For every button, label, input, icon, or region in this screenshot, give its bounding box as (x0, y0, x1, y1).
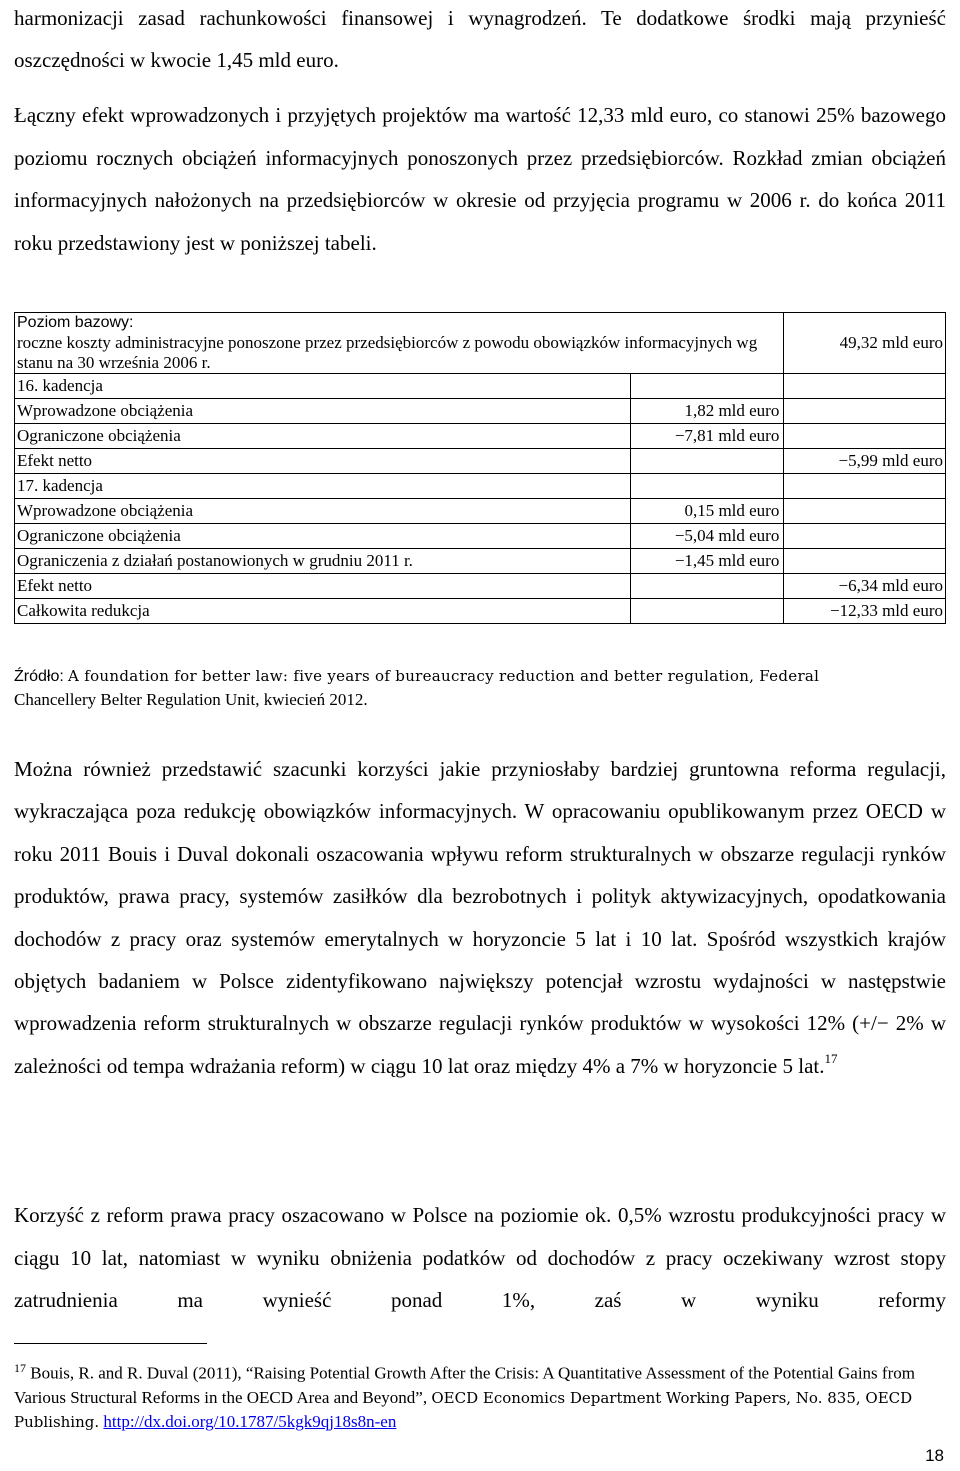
row-mid-value (630, 449, 784, 474)
row-total-value (784, 424, 946, 449)
footnote-reference[interactable]: 17 (824, 1050, 838, 1066)
footnote-text: Bouis, R. and R. Duval (2011), “Raising Potential Growth After the Crisis: A Quantitative Assessment of the Potential Gains from Various Structural Reforms in the OECD Area and Beyond”, (14, 1363, 915, 1407)
row-label: Efekt netto (15, 574, 631, 599)
footnote-series: OECD Economics Department Working Papers, No. 835, OECD Publishing. (14, 1388, 913, 1431)
row-total-value: −5,99 mld euro (784, 449, 946, 474)
row-label: Ograniczone obciążenia (15, 424, 631, 449)
row-label: Wprowadzone obciążenia (15, 499, 631, 524)
row-mid-value: 0,15 mld euro (630, 499, 784, 524)
row-total-value (784, 374, 946, 399)
row-mid-value (630, 599, 784, 624)
page-number: 18 (925, 1446, 944, 1465)
paragraph-3 (14, 748, 946, 1087)
footnote-separator (14, 1343, 207, 1344)
table-row (15, 599, 946, 624)
table-row (15, 574, 946, 599)
baseline-cell (15, 313, 784, 374)
row-total-value (784, 549, 946, 574)
row-mid-value (630, 474, 784, 499)
row-total-value (784, 399, 946, 424)
table-row (15, 524, 946, 549)
baseline-value: 49,32 mld euro (784, 313, 946, 374)
row-total-value: −12,33 mld euro (784, 599, 946, 624)
row-label: 17. kadencja (15, 474, 631, 499)
paragraph-3-text: Można również przedstawić szacunki korzyści jakie przyniosłaby bardziej gruntowna reforma regulacji, wykraczająca poza redukcję obowiązków informacyjnych. W opracowaniu opublikowanym przez OECD w roku 2011 Bouis i Duval dokonali oszacowania wpływu reform strukturalnych w obszarze regulacji rynków produktów, prawa pracy, systemów zasiłków dla bezrobotnych i polityk aktywizacyjnych, opodatkowania dochodów z pracy oraz systemów emerytalnych w horyzoncie 5 lat i 10 lat. Spośród wszystkich krajów objętych badaniem w Polsce zidentyfikowano największy potencjał wzrostu wydajności w następstwie wprowadzenia reform strukturalnych w obszarze regulacji rynków produktów w wysokości 12% (+/− 2% w zależności od tempa wdrażania reform) w ciągu 10 lat oraz między 4% a 7% w horyzoncie 5 lat. (14, 757, 946, 1078)
baseline-label: Poziom bazowy: (17, 314, 134, 331)
paragraph-1: harmonizacji zasad rachunkowości finansowej i wynagrodzeń. Te dodatkowe środki mają przynieść oszczędności w kwocie 1,45 mld euro. (14, 6, 946, 72)
table-row (15, 424, 946, 449)
row-label: Całkowita redukcja (15, 599, 631, 624)
table-row (15, 449, 946, 474)
source-text-continued: Chancellery Belter Regulation Unit, kwiecień 2012. (14, 690, 368, 709)
table-row (15, 499, 946, 524)
footnote-doi-link[interactable]: http://dx.doi.org/10.1787/5kgk9qj18s8n-en (103, 1411, 397, 1431)
table-source-note (14, 664, 946, 711)
row-label: Efekt netto (15, 449, 631, 474)
source-text: A foundation for better law: five years of bureaucracy reduction and better regulation, Federal (68, 667, 820, 685)
row-total-value (784, 474, 946, 499)
row-total-value: −6,34 mld euro (784, 574, 946, 599)
row-label: 16. kadencja (15, 374, 631, 399)
row-mid-value (630, 374, 784, 399)
source-label: Źródło: (14, 668, 64, 685)
footnote (14, 1356, 946, 1434)
table-row (15, 399, 946, 424)
burden-table (14, 312, 946, 624)
table-row (15, 374, 946, 399)
row-mid-value: −7,81 mld euro (630, 424, 784, 449)
row-mid-value: 1,82 mld euro (630, 399, 784, 424)
footnote-number: 17 (14, 1361, 26, 1375)
row-total-value (784, 499, 946, 524)
table-header-row (15, 313, 946, 374)
row-mid-value: −5,04 mld euro (630, 524, 784, 549)
paragraph-4: Korzyść z reform prawa pracy oszacowano w Polsce na poziomie ok. 0,5% wzrostu produkcyjności pracy w ciągu 10 lat, natomiast w wyniku obniżenia podatków od dochodów z pracy oczekiwany wzrost stopy zatrudnienia ma wynieść ponad 1%, zaś w wyniku reformy (14, 1203, 946, 1312)
table-row (15, 474, 946, 499)
row-label: Wprowadzone obciążenia (15, 399, 631, 424)
table-row (15, 549, 946, 574)
baseline-description: roczne koszty administracyjne ponoszone przez przedsiębiorców z powodu obowiązków informacyjnych wg stanu na 30 września 2006 r. (17, 333, 758, 372)
row-mid-value (630, 574, 784, 599)
row-label: Ograniczenia z działań postanowionych w grudniu 2011 r. (15, 549, 631, 574)
row-total-value (784, 524, 946, 549)
paragraph-2: Łączny efekt wprowadzonych i przyjętych projektów ma wartość 12,33 mld euro, co stanowi 25% bazowego poziomu rocznych obciążeń informacyjnych ponoszonych przez przedsiębiorców. Rozkład zmian obciążeń informacyjnych nałożonych na przedsiębiorców w okresie od przyjęcia programu w 2006 r. do końca 2011 roku przedstawiony jest w poniższej tabeli. (14, 103, 946, 255)
row-mid-value: −1,45 mld euro (630, 549, 784, 574)
row-label: Ograniczone obciążenia (15, 524, 631, 549)
